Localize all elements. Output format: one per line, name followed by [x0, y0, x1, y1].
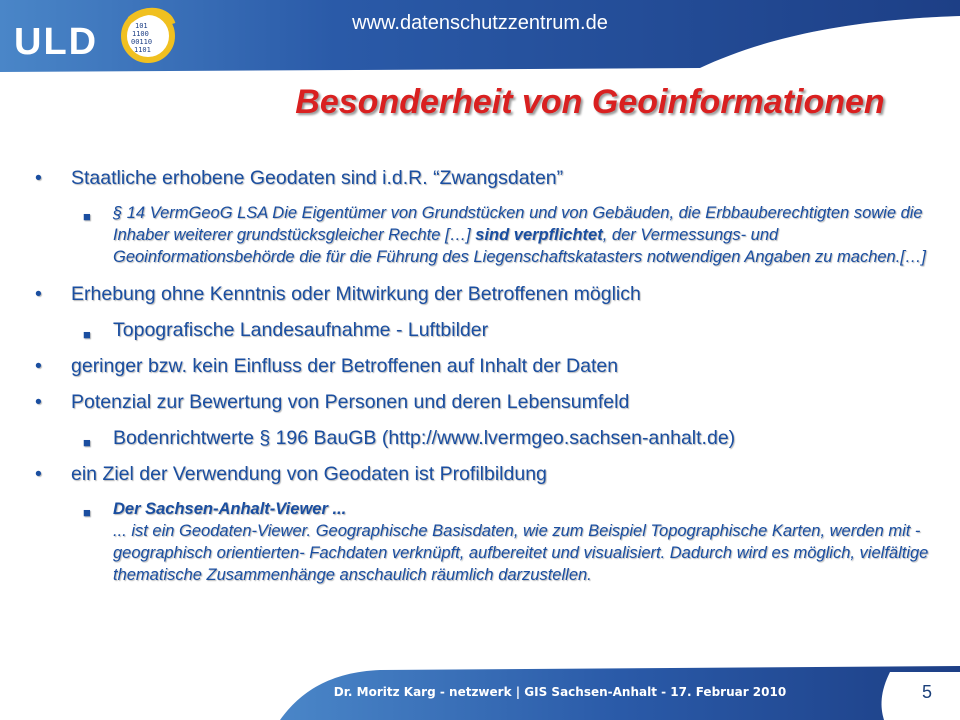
sub-bullet-text: Bodenrichtwerte § 196 BauGB (http://www.lvermgeo.sachsen-anhalt.de) [113, 427, 736, 449]
sub-bullet-text-emphasis: sind verpflichtet [475, 226, 603, 244]
sub-bullet-text-part3: , der Vermessungs- und Geoinformationsbehörde die für die Führung des Liegenschaftskatasters notwendigen Angaben zu machen.[…] [113, 226, 926, 266]
sub-bullet-item [35, 426, 935, 450]
bullet-item [35, 282, 935, 306]
bullet-text: Staatliche erhobene Geodaten sind i.d.R. “Zwangsdaten” [71, 167, 564, 189]
square-bullet-icon: ■ [83, 435, 91, 450]
sub-bullet-text: Topografische Landesaufnahme - Luftbilder [113, 319, 489, 341]
svg-text:1101: 1101 [134, 46, 151, 54]
bullet-dot-icon: • [35, 463, 42, 485]
svg-text:1100: 1100 [132, 30, 149, 38]
square-bullet-icon: ■ [83, 209, 91, 224]
bullet-item [35, 166, 935, 190]
sub-bullet-heading: Der Sachsen-Anhalt-Viewer ... [113, 500, 347, 518]
svg-text:ULD: ULD [14, 21, 99, 63]
bullet-text: Potenzial zur Bewertung von Personen und deren Lebensumfeld [71, 391, 630, 413]
bullet-item [35, 390, 935, 414]
bullet-text: Erhebung ohne Kenntnis oder Mitwirkung der Betroffenen möglich [71, 283, 641, 305]
square-bullet-icon: ■ [83, 327, 91, 342]
sub-bullet-item [35, 202, 935, 268]
page-number: 5 [921, 682, 932, 702]
bullet-text: geringer bzw. kein Einfluss der Betroffenen auf Inhalt der Daten [71, 355, 619, 377]
bullet-dot-icon: • [35, 283, 42, 305]
svg-text:00110: 00110 [131, 38, 153, 46]
bullet-dot-icon: • [35, 167, 42, 189]
sub-bullet-text: ... ist ein Geodaten-Viewer. Geographische Basisdaten, wie zum Beispiel Topographische Karten, werden mit -geographisch orientierten- Fachdaten verknüpft, aufbereitet und visualisiert. Dadurch wird es möglich, vielfältige thematische Zusammenhänge anschaulich räumlich darzustellen. [113, 522, 929, 584]
svg-text:101: 101 [135, 22, 148, 30]
sub-bullet-item [35, 318, 935, 342]
bullet-text: ein Ziel der Verwendung von Geodaten ist Profilbildung [71, 463, 547, 485]
sub-bullet-item [35, 498, 935, 586]
slide-title: Besonderheit von Geoinformationen [295, 83, 885, 121]
square-bullet-icon: ■ [83, 505, 91, 520]
footer-text: Dr. Moritz Karg - netzwerk | GIS Sachsen-Anhalt - 17. Februar 2010 [333, 685, 787, 699]
sub-bullet-text-part1: § 14 VermGeoG LSA Die Eigentümer von Grundstücken und von Gebäuden, die Erbbauberechtigten sowie die Inhaber weiterer grundstücksgleicher Rechte […] [113, 204, 923, 244]
website-url: www.datenschutzzentrum.de [352, 12, 608, 34]
bullet-item [35, 354, 935, 378]
bullet-item [35, 462, 935, 486]
bullet-dot-icon: • [35, 391, 42, 413]
bullet-dot-icon: • [35, 355, 42, 377]
slide-content [35, 166, 935, 598]
